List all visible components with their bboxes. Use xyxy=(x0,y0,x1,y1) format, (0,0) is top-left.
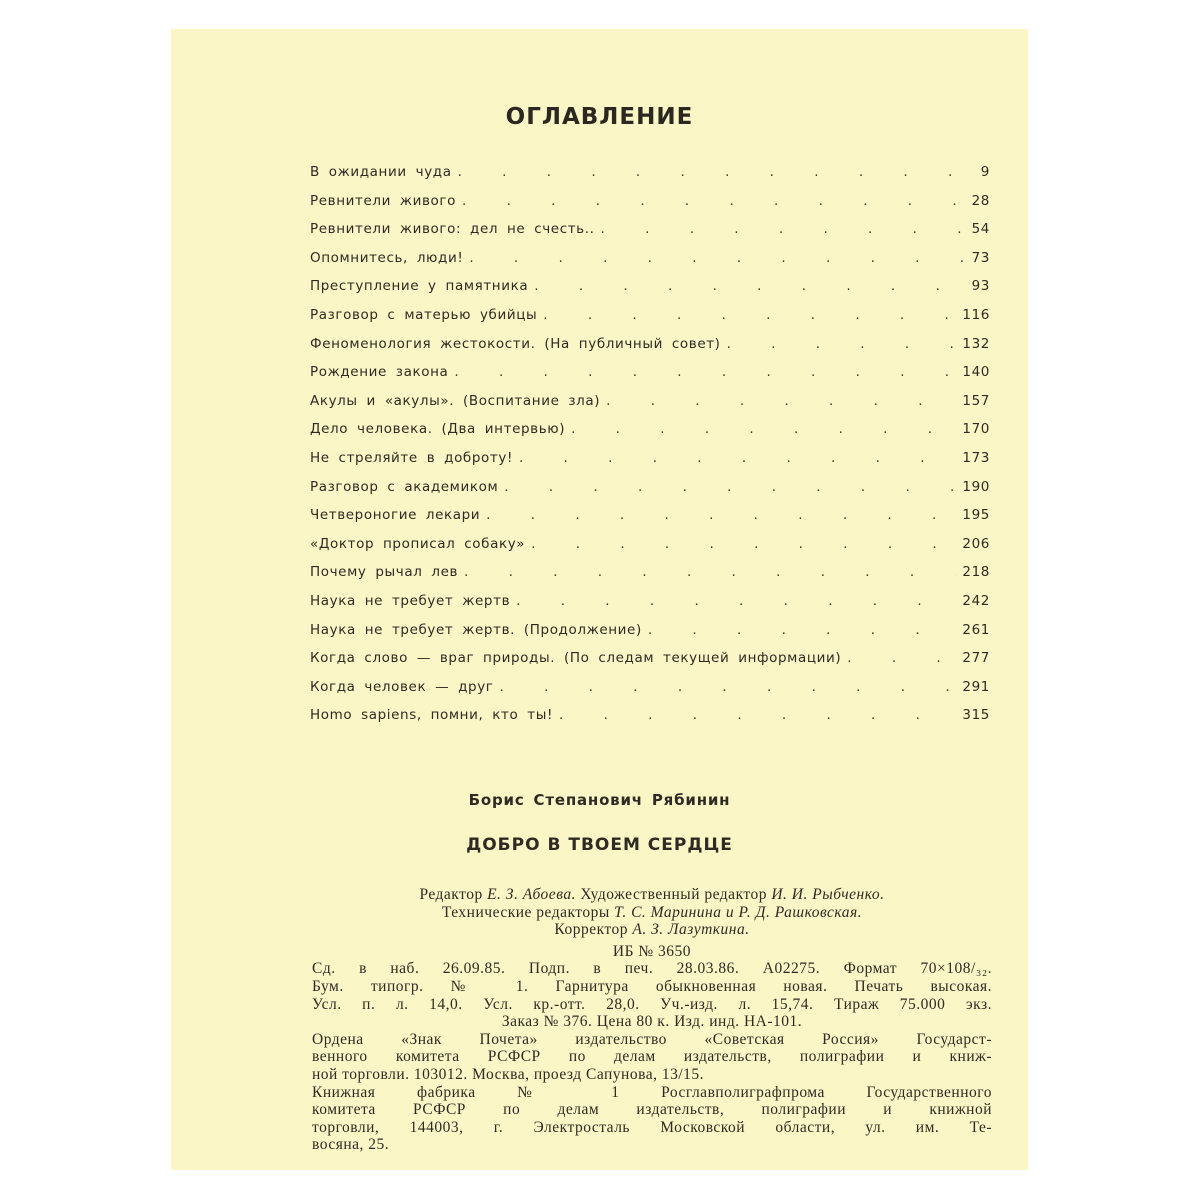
corrector-label: Корректор xyxy=(554,921,628,939)
ib-number: ИБ № 3650 xyxy=(612,942,692,960)
tech-editor-2: Р. Д. Рашковская. xyxy=(738,903,863,921)
editor-name: Е. З. Абоева. xyxy=(487,886,576,903)
dot-leader xyxy=(601,221,966,237)
toc-entry-page: 291 xyxy=(962,678,990,695)
toc-entry[interactable] xyxy=(310,307,990,336)
toc-entry[interactable] xyxy=(310,536,990,565)
table-of-contents xyxy=(310,164,990,736)
toc-entry-page: 315 xyxy=(962,707,990,724)
imprint-editors-line-3 xyxy=(312,921,992,939)
toc-entry-page: 73 xyxy=(971,249,990,266)
toc-entry-page: 140 xyxy=(962,364,990,381)
dot-leader xyxy=(500,679,957,695)
printer-line: восяна, 25. xyxy=(312,1136,390,1154)
toc-entry-title: Рождение закона xyxy=(310,364,449,381)
toc-entry[interactable] xyxy=(310,164,990,193)
imprint-editors-line-1 xyxy=(312,886,992,904)
toc-entry-title: Разговор с академиком xyxy=(310,478,499,495)
dot-leader xyxy=(469,250,965,266)
book-page xyxy=(171,29,1028,1170)
imprint-editors-line-2 xyxy=(312,904,992,922)
toc-entry[interactable] xyxy=(310,278,990,307)
toc-entry-title: Опомнитесь, люди! xyxy=(310,249,464,266)
toc-entry[interactable] xyxy=(310,564,990,593)
toc-entry-page: 54 xyxy=(971,221,990,238)
toc-entry-page: 9 xyxy=(980,164,990,180)
toc-entry[interactable] xyxy=(310,622,990,651)
toc-entry-page: 277 xyxy=(962,650,990,667)
toc-entry[interactable] xyxy=(310,507,990,536)
toc-entry[interactable] xyxy=(310,679,990,708)
printer-line: Книжная фабрика № 1 Росглавполиграфпрома Государственного xyxy=(312,1083,992,1101)
toc-entry[interactable] xyxy=(310,421,990,450)
toc-heading: ОГЛАВЛЕНИЕ xyxy=(505,104,694,130)
toc-entry-title: Когда человек — друг xyxy=(310,678,494,695)
publisher-line: ной торговли. 103012. Москва, проезд Сапунова, 13/15. xyxy=(312,1065,705,1083)
dot-leader xyxy=(559,707,956,723)
toc-entry-title: Почему рычал лев xyxy=(310,564,459,581)
toc-entry[interactable] xyxy=(310,479,990,508)
dot-leader xyxy=(543,307,956,323)
book-title: ДОБРО В ТВОЕМ СЕРДЦЕ xyxy=(466,835,733,855)
toc-entry[interactable] xyxy=(310,593,990,622)
toc-entry-page: 116 xyxy=(962,306,990,323)
toc-entry[interactable] xyxy=(310,250,990,279)
toc-entry-title: Наука не требует жертв. (Продолжение) xyxy=(310,621,642,638)
toc-entry-page: 132 xyxy=(962,335,990,352)
publisher-line: венного комитета РСФСР по делам издательств, полиграфии и книж- xyxy=(312,1048,992,1066)
dot-leader xyxy=(534,278,965,294)
toc-entry-title: Акулы и «акулы». (Воспитание зла) xyxy=(310,392,601,409)
toc-entry-title: Четвероногие лекари xyxy=(310,507,481,524)
toc-entry-title: Когда слово — враг природы. (По следам текущей информации) xyxy=(310,650,842,667)
toc-entry-title: Разговор с матерью убийцы xyxy=(310,306,538,323)
toc-entry[interactable] xyxy=(310,364,990,393)
author-name: Борис Степанович Рябинин xyxy=(468,791,731,809)
toc-entry-title: Не стреляйте в доброту! xyxy=(310,449,513,466)
dot-leader xyxy=(454,364,956,380)
imprint-line: Усл. п. л. 14,0. Усл. кр.-отт. 28,0. Уч.-изд. л. 15,74. Тираж 75.000 экз. xyxy=(312,995,992,1013)
toc-entry-title: Дело человека. (Два интервью) xyxy=(310,421,566,438)
toc-entry[interactable] xyxy=(310,336,990,365)
toc-entry[interactable] xyxy=(310,650,990,679)
tech-editors-label: Технические редакторы xyxy=(441,903,610,921)
printer-line: торговли, 144003, г. Электросталь Московской области, ул. им. Те- xyxy=(312,1118,992,1136)
tech-editor-1: Т. С. Маринина xyxy=(614,903,722,921)
toc-entry-title: Феноменология жестокости. (На публичный совет) xyxy=(310,335,721,352)
toc-entry-title: Наука не требует жертв xyxy=(310,592,511,609)
toc-entry-title: Ревнители живого: дел не счесть.. xyxy=(310,221,595,238)
dot-leader xyxy=(606,393,956,409)
toc-entry-page: 195 xyxy=(962,507,990,524)
art-editor-label: Художественный редактор xyxy=(580,886,767,903)
toc-entry-title: В ожидании чуда xyxy=(310,164,452,180)
toc-entry[interactable] xyxy=(310,193,990,222)
corrector-name: А. З. Лазуткина. xyxy=(632,921,750,939)
toc-entry-page: 242 xyxy=(962,592,990,609)
order-line: Заказ № 376. Цена 80 к. Изд. инд. НА-101. xyxy=(501,1013,803,1031)
dot-leader xyxy=(504,479,956,495)
dot-leader xyxy=(462,193,966,209)
dot-leader xyxy=(727,336,957,352)
dot-leader xyxy=(486,507,956,523)
toc-entry-page: 206 xyxy=(962,535,990,552)
dot-leader xyxy=(458,164,974,180)
toc-entry-page: 261 xyxy=(962,621,990,638)
toc-entry-page: 93 xyxy=(971,278,990,295)
toc-entry[interactable] xyxy=(310,450,990,479)
toc-entry-page: 170 xyxy=(962,421,990,438)
dot-leader xyxy=(847,650,956,666)
toc-entry-title: «Доктор прописал собаку» xyxy=(310,535,526,552)
toc-entry-title: Ревнители живого xyxy=(310,192,456,209)
toc-entry[interactable] xyxy=(310,707,990,736)
dot-leader xyxy=(648,622,957,638)
printer-line: комитета РСФСР по делам издательств, полиграфии и книжной xyxy=(312,1101,992,1119)
dot-leader xyxy=(516,593,956,609)
publisher-line: Ордена «Знак Почета» издательство «Советская Россия» Государст- xyxy=(312,1030,992,1048)
toc-entry-title: Homo sapiens, помни, кто ты! xyxy=(310,707,553,724)
art-editor-name: И. И. Рыбченко. xyxy=(771,886,885,903)
dot-leader xyxy=(571,421,956,437)
dot-leader xyxy=(531,536,956,552)
imprint-line: Сд. в наб. 26.09.85. Подп. в печ. 28.03.86. А02275. Формат 70×108/₃₂. xyxy=(312,960,992,978)
dot-leader xyxy=(519,450,956,466)
toc-entry[interactable] xyxy=(310,221,990,250)
toc-entry[interactable] xyxy=(310,393,990,422)
imprint-line: Бум. типогр. № 1. Гарнитура обыкновенная новая. Печать высокая. xyxy=(312,977,992,995)
imprint-block xyxy=(312,886,992,1154)
and-word: и xyxy=(725,903,735,921)
dot-leader xyxy=(464,564,956,580)
toc-entry-title: Преступление у памятника xyxy=(310,278,529,295)
toc-entry-page: 28 xyxy=(971,192,990,209)
toc-entry-page: 157 xyxy=(962,392,990,409)
toc-entry-page: 173 xyxy=(962,449,990,466)
editor-label: Редактор xyxy=(419,886,483,903)
toc-entry-page: 190 xyxy=(962,478,990,495)
toc-entry-page: 218 xyxy=(962,564,990,581)
